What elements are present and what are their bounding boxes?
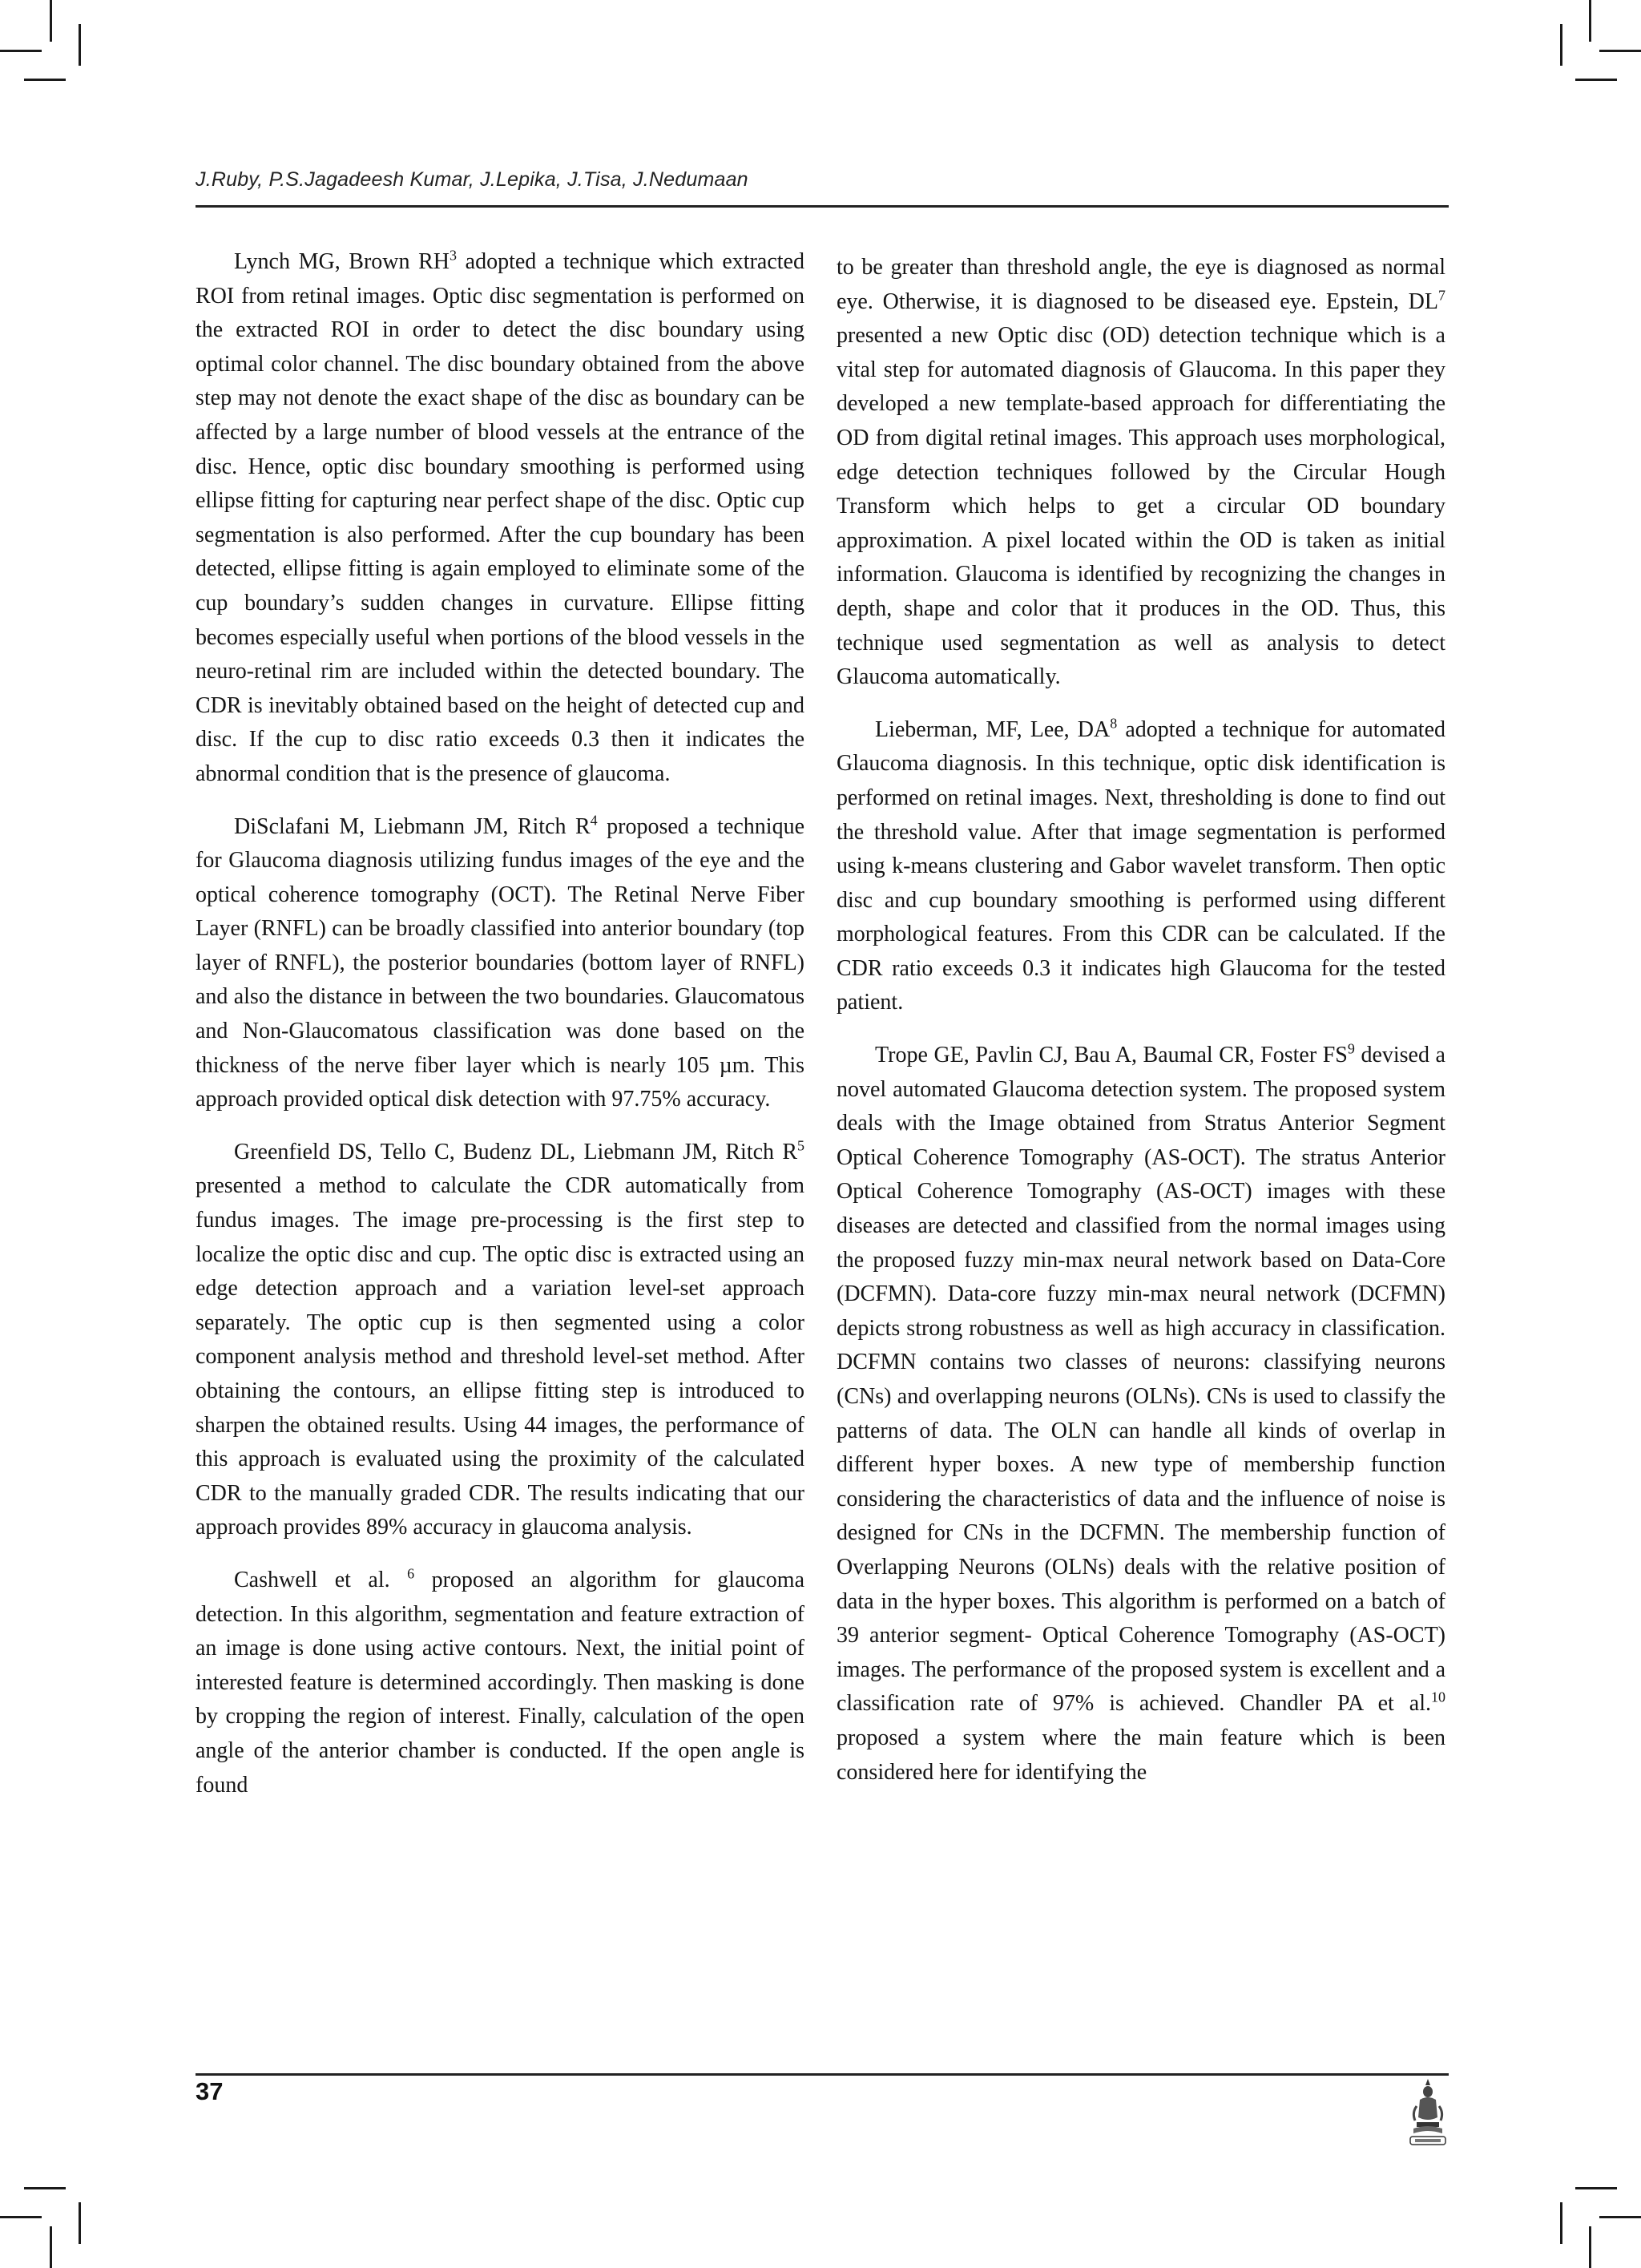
crop-mark	[1589, 2226, 1591, 2268]
crop-mark	[50, 0, 52, 42]
crop-mark	[1575, 2187, 1617, 2189]
citation-ref: 8	[1110, 715, 1118, 732]
crop-mark	[24, 79, 66, 81]
citation-ref: 10	[1431, 1689, 1445, 1706]
crop-mark	[79, 2202, 81, 2244]
crop-mark	[1575, 79, 1617, 81]
crop-mark	[24, 2187, 66, 2189]
running-header: J.Ruby, P.S.Jagadeesh Kumar, J.Lepika, J.Tisa, J.Nedumaan	[196, 168, 748, 191]
crop-mark	[1599, 50, 1641, 52]
citation-ref: 6	[407, 1565, 415, 1582]
paragraph: Greenfield DS, Tello C, Budenz DL, Liebmann JM, Ritch $R^5$ presented a method to calculate the CDR automatically from fundus images. The image pre-processing is the first step to localize the optic disc and cup. The optic disc is extracted using an edge detection approach and a variation level-set approach separately. The optic cup is then segmented using a color component analysis method and threshold level-set method. After obtaining the contours, an ellipse fitting step is introduced to sharpen the obtained results. Using 44 images, the performance of this approach is evaluated using the proximity of the calculated CDR to the manually graded CDR. The results indicating that our approach provides 89% accuracy in glaucoma analysis.	[196, 1137, 804, 1540]
crop-mark	[50, 2226, 52, 2268]
paragraph: Lynch MG, Brown $RH^3$ adopted a technique which extracted ROI from retinal images. Optic disc segmentation is performed on the extracted ROI in order to detect the disc boundary using optimal color channel. The disc boundary obtained from the above step may not denote the exact shape of the disc as boundary can be affected by a large number of blood vessels at the entrance of the disc. Hence, optic disc boundary smoothing is performed using ellipse fitting for capturing near perfect shape of the disc. Optic cup segmentation is also performed. After the cup boundary has been detected, ellipse fitting is again employed to eliminate some of the cup boundary’s sudden changes in curvature. Ellipse fitting becomes especially useful when portions of the blood vessels in the neuro-retinal rim are included within the detected boundary. The CDR is inevitably obtained based on the height of detected cup and disc. If the cup to disc ratio exceeds 0.3 then it indicates the abnormal condition that is the presence of glaucoma.	[196, 247, 804, 786]
paragraph: Trope GE, Pavlin CJ, Bau A, Baumal CR, Foster $FS^9$ devised a novel automated Glaucoma detection system. The proposed system deals with the Image obtained from Stratus Anterior Segment Optical Coherence Tomography (AS-OCT). The stratus Anterior Optical Coherence Tomography (AS-OCT) images with these diseases are detected and classified from the normal images using the proposed fuzzy min-max neural network based on Data-Core (DCFMN). Data-core fuzzy min-max neural network (DCFMN) depicts strong robustness as well as high accuracy in classification. DCFMN contains two classes of neurons: classifying neurons (CNs) and overlapping neurons (OLNs). CNs is used to classify the patterns of data. The OLN can handle all kinds of overlap in different hyper boxes. A new type of membership function considering the characteristics of data and the influence of noise is designed for CNs in the DCFMN. The membership function of Overlapping Neurons (OLNs) deals with the relative position of data in the hyper boxes. This algorithm is performed on a batch of 39 anterior segment- Optical Coherence Tomography (AS-OCT) images. The performance of the proposed system is excellent and a classification rate of 97% is achieved. Chandler PA et al.$^{10}$ proposed a system where the main feature which is been considered here for identifying the	[837, 1040, 1445, 1785]
journal-emblem-icon	[1405, 2076, 1450, 2149]
left-column	[196, 245, 804, 1821]
crop-mark	[1589, 0, 1591, 42]
right-column	[837, 251, 1445, 1808]
citation-ref: 5	[797, 1137, 804, 1154]
header-rule	[196, 205, 1449, 208]
crop-mark	[0, 50, 42, 52]
citation-ref: 4	[590, 812, 598, 829]
page-number: 37	[196, 2077, 224, 2105]
paragraph: Lieberman, MF, Lee, $DA^8$ adopted a technique for automated Glaucoma diagnosis. In this technique, optic disk identification is performed on retinal images. Next, thresholding is done to find out the threshold value. After that image segmentation is performed using k-means clustering and Gabor wavelet transform. Then optic disc and cup boundary smoothing is performed using different morphological features. From this CDR can be calculated. If the CDR ratio exceeds 0.3 it indicates high Glaucoma for the tested patient.	[837, 715, 1445, 1015]
crop-mark	[1599, 2216, 1641, 2218]
paragraph: DiSclafani M, Liebmann JM, Ritch $R^4$ proposed a technique for Glaucoma diagnosis utilizing fundus images of the eye and the optical coherence tomography (OCT). The Retinal Nerve Fiber Layer (RNFL) can be broadly classified into anterior boundary (top layer of RNFL), the posterior boundaries (bottom layer of RNFL) and also the distance in between the two boundaries. Glaucomatous and Non-Glaucomatous classification was done based on the thickness of the nerve fiber layer which is nearly 105 µm. This approach provided optical disk detection with 97.75% accuracy.	[196, 812, 804, 1112]
crop-mark	[0, 2216, 42, 2218]
crop-mark	[1560, 24, 1562, 66]
paragraph: to be greater than threshold angle, the eye is diagnosed as normal eye. Otherwise, it is diagnosed to be diseased eye. Epstein, $DL^7$ presented a new Optic disc (OD) detection technique which is a vital step for automated diagnosis of Glaucoma. In this paper they developed a new template-based approach for differentiating the OD from digital retinal images. This approach uses morphological, edge detection techniques followed by the Circular Hough Transform which helps to get a circular OD boundary approximation. A pixel located within the OD is taken as initial information. Glaucoma is identified by recognizing the changes in depth, shape and color that it produces in the OD. Thus, this technique used segmentation as well as analysis to detect Glaucoma automatically.	[837, 255, 1445, 690]
citation-ref: 9	[1347, 1040, 1355, 1057]
footer-rule	[196, 2073, 1449, 2076]
citation-ref: 7	[1438, 287, 1445, 304]
crop-mark	[79, 24, 81, 66]
paragraph: Cashwell et al. $^6$ proposed an algorithm for glaucoma detection. In this algorithm, segmentation and feature extraction of an image is done using active contours. Next, the initial point of interested feature is determined accordingly. Then masking is done by cropping the region of interest. Finally, calculation of the open angle of the anterior chamber is conducted. If the open angle is found	[196, 1565, 805, 1798]
citation-ref: 3	[450, 247, 458, 264]
crop-mark	[1560, 2202, 1562, 2244]
